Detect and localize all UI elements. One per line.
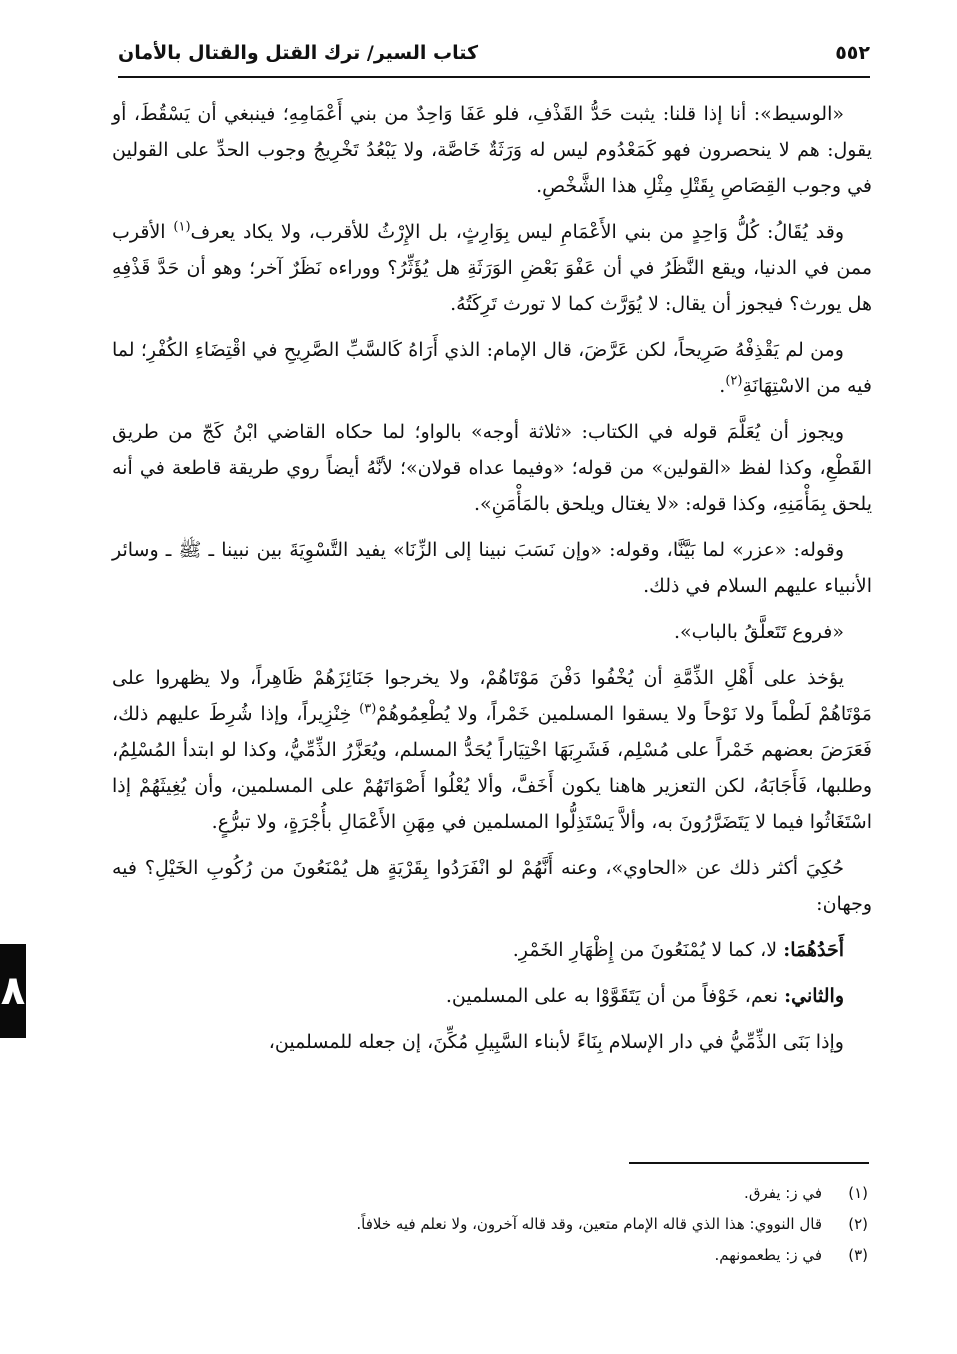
paragraph-4 [112,414,872,522]
section-heading [112,614,872,650]
opinion-2 [112,978,872,1014]
footnote-1-text: في ز: يفرق. [744,1184,822,1202]
paragraph-4-text: ويجوز أن يُعَلَّمَ قوله في الكتاب: «ثلاثة أوجه» بالواو؛ لما حكاه القاضي ابْنُ كَجّ من طريق القَطْعِ، وكذا لفظ «القولين» من قوله؛ «وفيما عداه قولان»؛ لأنَّهُ أيضاً روي طريقة قاطعة في أنه يلحق بِمَأْمَنِهِ، وكذا قوله: «لا يغتال ويلحق بالمَأْمَنِ». [112,421,872,515]
page-header [118,36,870,78]
section-heading-text: «فروع تَتَعلَّقُ بالباب». [673,621,844,643]
volume-edge-marker: ٨ [0,944,26,1038]
footnote-ref-1[interactable]: (١) [173,219,191,235]
running-title: كتاب السير/ ترك القتل والقتال بالأمان [118,42,479,64]
paragraph-8-text: حُكِيَ أكثر ذلك عن «الحاوي»، وعنه أَنَّهُمْ لو انْفَرَدُوا بِقَرْيَةٍ هل يُمْنَعُونَ من رُكُوبِ الخَيْلِ؟ فيه وجهان: [112,857,872,915]
main-text [112,96,872,1070]
paragraph-9-text: وإذا بَنَى الذِّمِّيُّ في دار الإسلام بِنَاءً لأبناء السَّبِيلِ مُكِّنَ، إن جعله للمسلمين، [268,1031,844,1053]
paragraph-8 [112,850,872,922]
page-number: ٥٥٢ [835,42,870,64]
paragraph-7 [112,660,872,840]
paragraph-7-text-b: خِنْزِيراً، وإذا شُرِطَ عليهم ذلك، فَعَرَضَ بعضهم خَمْراً على مُسْلِم، فَشَرِبَهَا اخْتِيَاراً يُحَدُّ المسلم، ويُعَزَّرُ الذِّمِّيُّ، وكذا لو ابتدأ المُسْلِمُ، وطلبها، فَأَجَابَهُ، لكن التعزير هاهنا يكون أَخَفَّ، وألا يُعْلُوا أَصْوَاتَهُمْ على المسلمين، وأن يُغِيثَهُمْ إذا اسْتَغَاثُوا فيما لا يَتَضَرَّرُونَ به، وألاَّ يَسْتَذِلُّوا المسلمين في مِهَنِ الأَعْمَالِ بأُجْرَةٍ، ولا تبرُّعٍ. [112,703,872,833]
footnote-3-text: في ز: يطعمونهم. [714,1246,822,1264]
paragraph-1 [112,96,872,204]
footnote-1 [120,1178,868,1209]
footnote-ref-3[interactable]: (٣) [359,701,377,717]
paragraph-5-text: وقوله: «عزر» لما بَيَّنَّا، وقوله: «وإن نَسَبَ نبينا إلى الزِّنَا» يفيد التَّسْوِيَةَ بين نبينا ـ ﷺ ـ وسائر الأنبياء عليهم السلام في ذلك. [112,539,872,597]
paragraph-3 [112,332,872,404]
paragraph-3-text-b: . [719,375,726,397]
footnotes [120,1178,868,1271]
footnote-2-text: قال النووي: هذا الذي قاله الإمام متعين، وقد قاله آخرون، ولا نعلم فيه خلافاً. [356,1215,822,1233]
footnote-divider [629,1162,869,1164]
paragraph-2-text-b: الأقرب ممن في الدنيا، ويقع النَّظَرُ في أن عَفْوَ بَعْضِ الوَرَثَةِ هل يُؤَثِّرُ؟ ووراءه نَظَرٌ آخر؛ وهو أن حَدَّ قَذْفِهِ هل يورث؟ فيجوز أن يقال: لا يُوَرَّث كما لا تورث تَرِكَتُهُ. [112,221,872,315]
paragraph-3-text-a: ومن لم يَقْذِفْهُ صَرِيحاً، لكن عَرَّضَ، قال الإمام: الذي أَرَاهُ كَالسَّبِّ الصَّرِيحِ في اقْتِضَاءِ الكُفْرِ؛ لما فيه من الاسْتِهَانَةِ [112,339,872,397]
footnote-3-number: (٣) [848,1246,868,1264]
footnote-2 [120,1209,868,1240]
footnote-2-number: (٢) [848,1215,868,1233]
paragraph-7-text-a: يؤخذ على أَهْلِ الذِّمَّةِ أن يُخْفُوا دَفْنَ مَوْتَاهُمْ، ولا يخرجوا جَنَائِزَهُمْ ظَاهِراً، ولا يظهروا على مَوْتَاهُمْ لَطْماً ولا نَوْحاً ولا يسقوا المسلمين خَمْراً، ولا يُطْعِمُوهُمْ [112,667,872,725]
footnote-ref-2[interactable]: (٢) [725,373,743,389]
footnote-3 [120,1240,868,1271]
paragraph-2-text-a: وقد يُقَالُ: كُلُّ وَاحِدٍ من بني الأَعْمَامِ ليس بِوَارِثٍ، بل الإِرْثُ للأقرب، ولا يكاد يعرف [190,221,844,243]
opinion-1 [112,932,872,968]
paragraph-1-text: «الوسيط»: أنا إذا قلنا: يثبت حَدُّ القَذْفِ، فلو عَفَا وَاحِدٌ من بني أَعْمَامِهِ؛ فينبغي أن يَسْقُطَ، أو يقول: هم لا ينحصرون فهو كَمَعْدُوم ليس له وَرَثَةٌ خَاصَّة، ولا يَبْعُدُ تَخْرِيجُ وجوب الحدِّ على القولين في وجوب القِصَاصِ بِقَتْلِ مِثْلِ هذا الشَّخْصِ. [112,103,872,197]
opinion-1-label: أَحَدُهُمَا: [783,939,844,961]
footnote-1-number: (١) [848,1184,868,1202]
opinion-1-text: لا، كما لا يُمْنَعُونَ من إِظْهَارِ الخَمْرِ. [512,939,784,961]
paragraph-9 [112,1024,872,1060]
paragraph-2 [112,214,872,322]
paragraph-5 [112,532,872,604]
opinion-2-text: نعم، خَوْفاً من أن يَتَقَوَّوْا به على المسلمين. [445,985,785,1007]
opinion-2-label: والثاني: [784,985,844,1007]
